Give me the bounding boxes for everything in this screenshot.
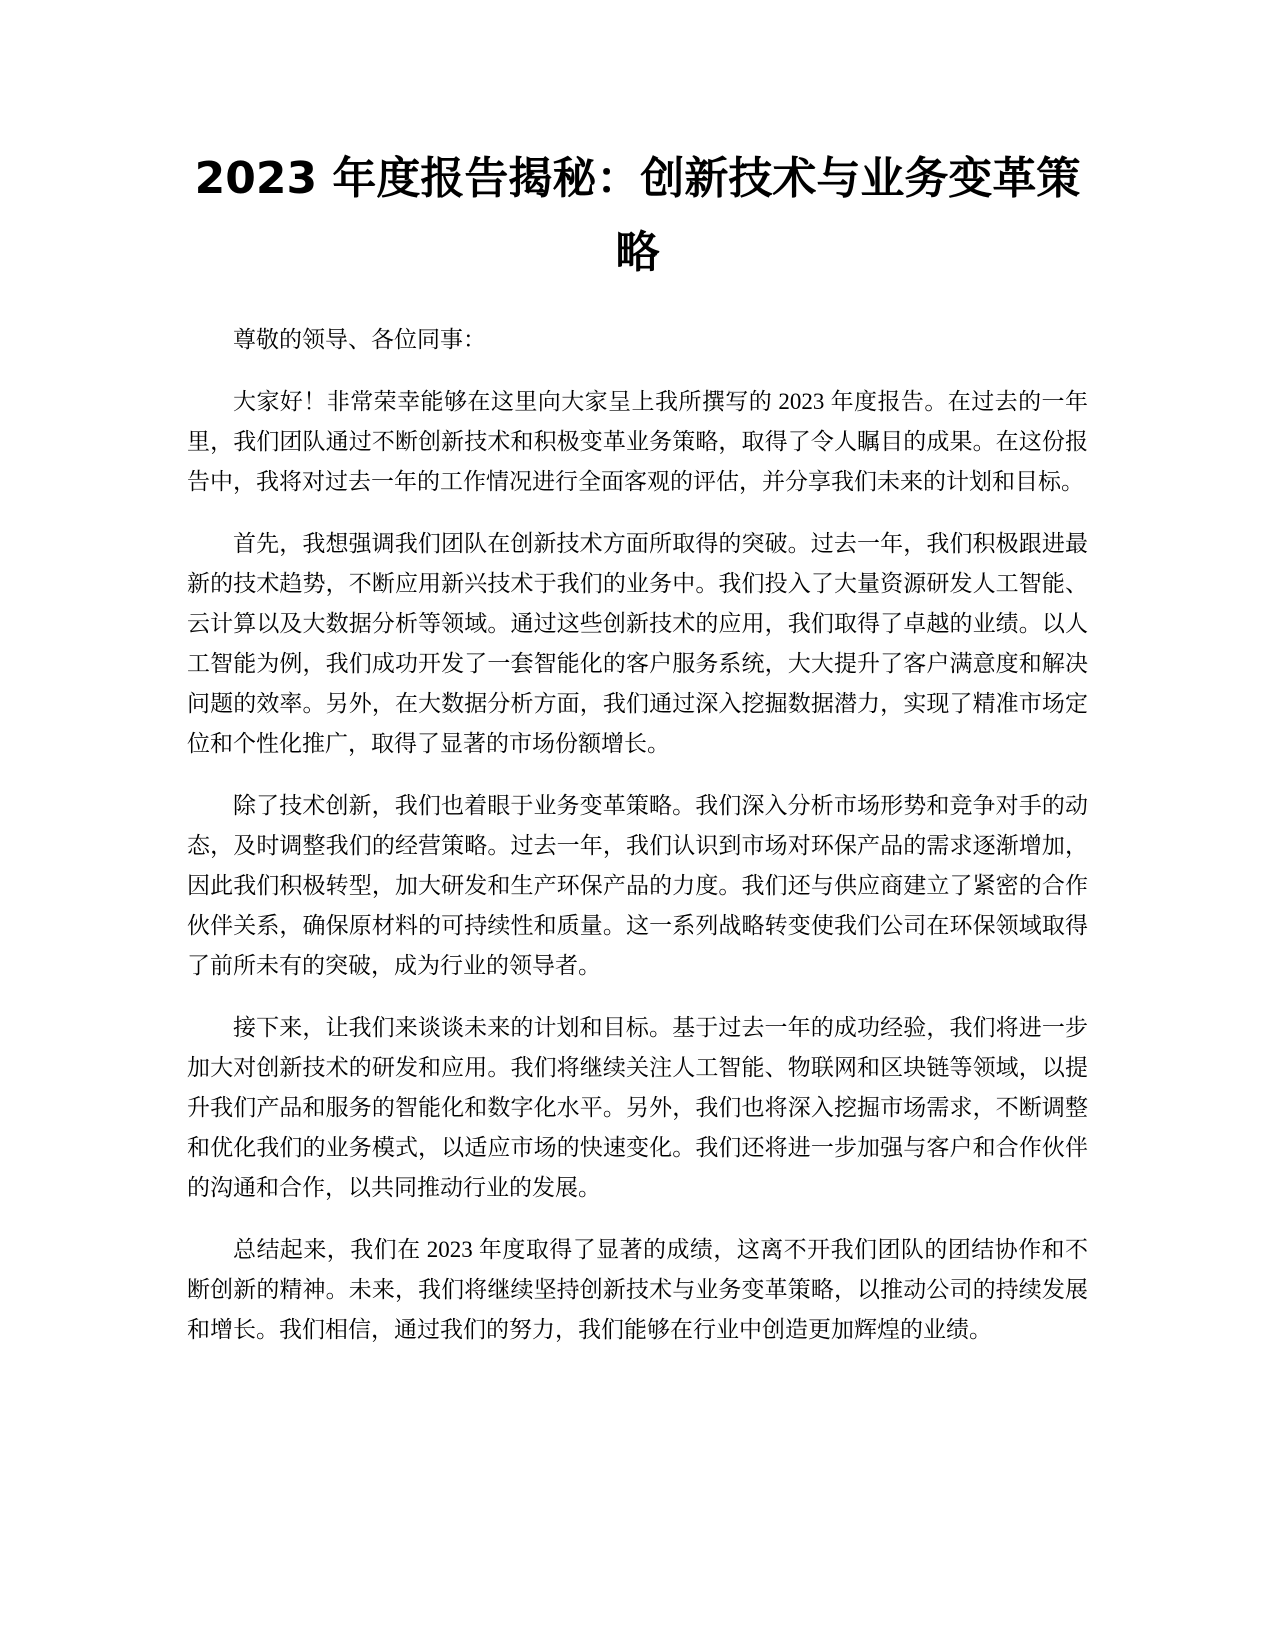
paragraph-technology: 首先，我想强调我们团队在创新技术方面所取得的突破。过去一年，我们积极跟进最新的技术趋势，不断应用新兴技术于我们的业务中。我们投入了大量资源研发人工智能、云计算以及大数据分析等领域。通过这些创新技术的应用，我们取得了卓越的业绩。以人工智能为例，我们成功开发了一套智能化的客户服务系统，大大提升了客户满意度和解决问题的效率。另外，在大数据分析方面，我们通过深入挖掘数据潜力，实现了精准市场定位和个性化推广，取得了显著的市场份额增长。	[187, 531, 1088, 756]
document-title: 2023 年度报告揭秘：创新技术与业务变革策略	[194, 153, 1081, 278]
salutation: 尊敬的领导、各位同事：	[233, 327, 486, 352]
paragraph-intro: 大家好！非常荣幸能够在这里向大家呈上我所撰写的 2023 年度报告。在过去的一年里，我们团队通过不断创新技术和积极变革业务策略，取得了令人瞩目的成果。在这份报告中，我将对过去一年的工作情况进行全面客观的评估，并分享我们未来的计划和目标。	[187, 389, 1088, 494]
paragraph-business-strategy: 除了技术创新，我们也着眼于业务变革策略。我们深入分析市场形势和竞争对手的动态，及时调整我们的经营策略。过去一年，我们认识到市场对环保产品的需求逐渐增加，因此我们积极转型，加大研发和生产环保产品的力度。我们还与供应商建立了紧密的合作伙伴关系，确保原材料的可持续性和质量。这一系列战略转变使我们公司在环保领域取得了前所未有的突破，成为行业的领导者。	[187, 793, 1088, 978]
paragraph-conclusion: 总结起来，我们在 2023 年度取得了显著的成绩，这离不开我们团队的团结协作和不断创新的精神。未来，我们将继续坚持创新技术与业务变革策略，以推动公司的持续发展和增长。我们相信，通过我们的努力，我们能够在行业中创造更加辉煌的业绩。	[187, 1237, 1088, 1342]
paragraph-future-plans: 接下来，让我们来谈谈未来的计划和目标。基于过去一年的成功经验，我们将进一步加大对创新技术的研发和应用。我们将继续关注人工智能、物联网和区块链等领域，以提升我们产品和服务的智能化和数字化水平。另外，我们也将深入挖掘市场需求，不断调整和优化我们的业务模式，以适应市场的快速变化。我们还将进一步加强与客户和合作伙伴的沟通和合作，以共同推动行业的发展。	[187, 1015, 1088, 1200]
document-body	[187, 320, 1088, 1372]
